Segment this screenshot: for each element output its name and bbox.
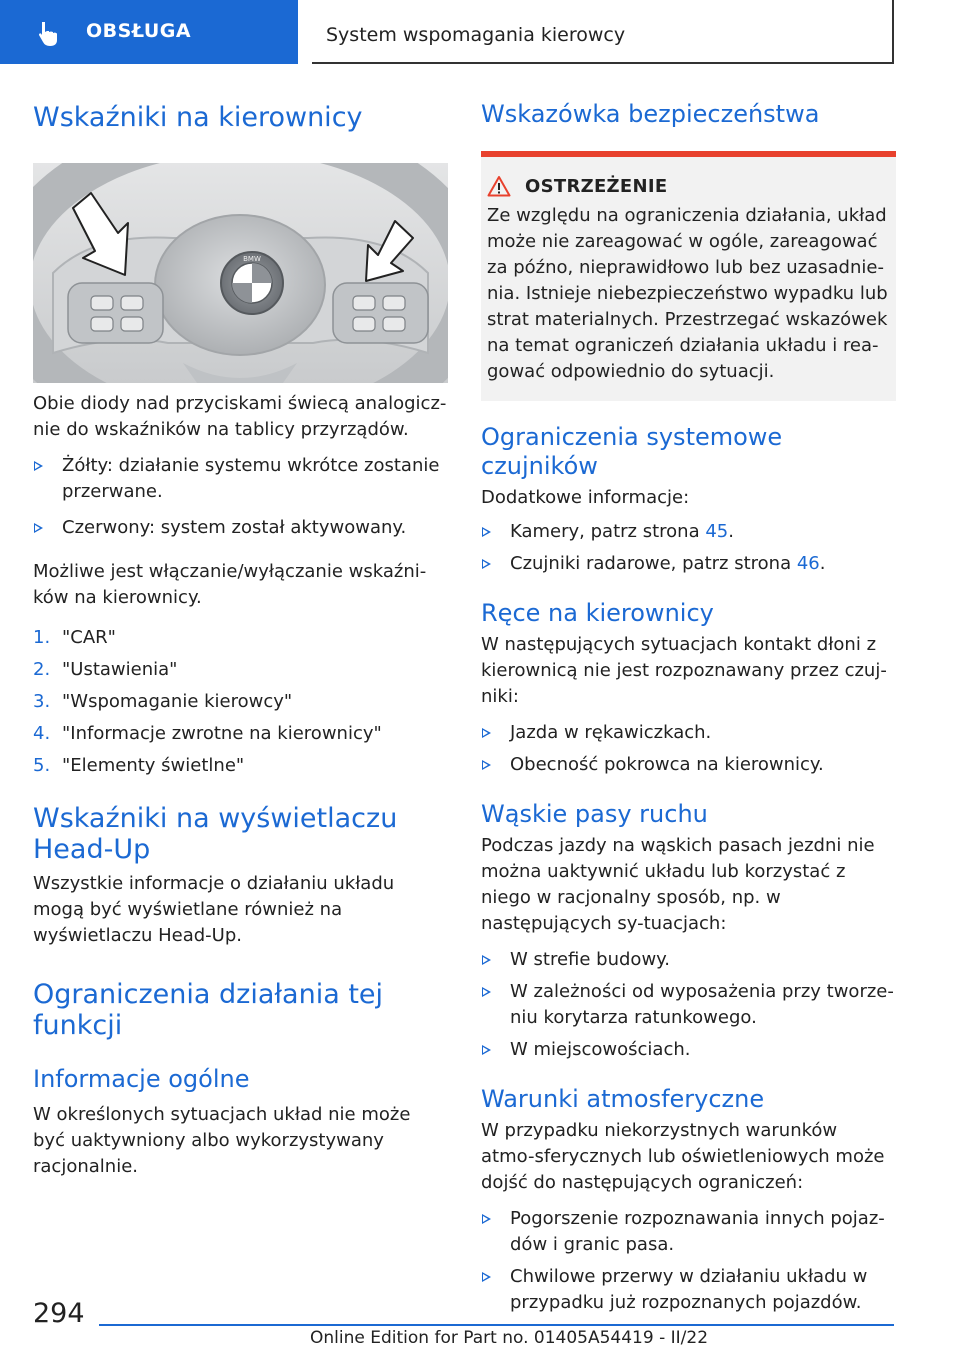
list-item: W miejscowościach.: [481, 1037, 896, 1063]
bullet-list-led-colors: [33, 453, 448, 541]
list-item: Pogorszenie rozpoznawania innych pojaz-dów i granic pasa.: [481, 1206, 896, 1258]
edition-info: Online Edition for Part no. 01405A54419 - II/22: [310, 1328, 709, 1348]
bullet-triangle-icon: [482, 1045, 491, 1055]
paragraph-additional-info: Dodatkowe informacje:: [481, 487, 690, 508]
heading-steering-indicators: Wskaźniki na kierownicy: [33, 102, 363, 133]
left-button-cluster: [68, 283, 163, 343]
bullet-triangle-icon: [482, 760, 491, 770]
page-link-cameras[interactable]: 45: [705, 521, 729, 542]
heading-head-up: Wskaźniki na wyświetlaczu Head-Up: [33, 803, 398, 865]
bullet-triangle-icon: [34, 523, 43, 533]
list-item: W zależności od wyposażenia przy tworze-niu korytarza ratunkowego.: [481, 979, 896, 1031]
list-item: Czujniki radarowe, patrz strona 46.: [481, 551, 896, 577]
chapter-title-box: [312, 0, 894, 64]
bullet-triangle-icon: [482, 1214, 491, 1224]
left-column: [33, 96, 448, 1180]
list-item: Jazda w rękawiczkach.: [481, 720, 896, 746]
right-column: [481, 96, 896, 1316]
bmw-logo: [221, 252, 283, 314]
paragraph-weather: W przypadku niekorzystnych warunków atmo-sferycznych lub oświetleniowych może dojść do następujących ograniczeń:: [481, 1120, 885, 1193]
heading-safety: Wskazówka bezpieczeństwa: [481, 100, 820, 128]
paragraph-hands-on-wheel: W następujących sytuacjach kontakt dłoni z kierownicą nie jest rozpoznawany przez czuj-niki:: [481, 634, 887, 707]
step-item: 4. "Informacje zwrotne na kierownicy": [33, 723, 382, 744]
paragraph-general-info: W określonych sytuacjach układ nie może być uaktywniony albo wykorzystywany racjonalnie.: [33, 1104, 411, 1177]
section-tab: [0, 0, 298, 64]
list-item: Czerwony: system został aktywowany.: [33, 515, 448, 541]
heading-weather: Warunki atmosferyczne: [481, 1085, 765, 1113]
paragraph-narrow-lanes: Podczas jazdy na wąskich pasach jezdni nie można uaktywnić układu lub korzystać z niego w racjonalny sposób, np. w następujących sy-tuacjach:: [481, 835, 875, 934]
page-footer: [0, 1290, 960, 1362]
bullet-triangle-icon: [34, 461, 43, 471]
warning-text: Ze względu na ograniczenia działania, układ może nie zareagować w ogóle, zareagować za późno, nieprawidłowo lub bez uzasadnie-nia. Istnieje niebezpieczeństwo wypadku lub strat materialnych. Przestrzegać wskazówek na temat ograniczeń działania układu i rea-gować odpowiednio do sytuacji.: [487, 205, 888, 382]
list-item: Żółty: działanie systemu wkrótce zostanie przerwane.: [33, 453, 448, 505]
page-link-radar[interactable]: 46: [796, 553, 820, 574]
heading-narrow-lanes: Wąskie pasy ruchu: [481, 800, 708, 828]
bullet-triangle-icon: [482, 559, 491, 569]
bullet-list-hands: [481, 720, 896, 778]
numbered-steps: [33, 625, 448, 779]
bullet-triangle-icon: [482, 987, 491, 997]
bullet-triangle-icon: [482, 728, 491, 738]
bullet-list-lanes: [481, 947, 896, 1063]
footer-divider: [99, 1324, 894, 1326]
svg-text:BMW: BMW: [243, 255, 261, 263]
heading-general-info: Informacje ogólne: [33, 1065, 250, 1093]
section-tab-label: OBSŁUGA: [86, 20, 192, 42]
paragraph-head-up: Wszystkie informacje o działaniu układu mogą być wyświetlane również na wyświetlaczu Head-Up.: [33, 873, 395, 946]
heading-sensor-limits: Ograniczenia systemowe czujników: [481, 423, 783, 480]
page-number: 294: [33, 1298, 85, 1329]
right-button-cluster: [333, 283, 428, 343]
bullet-triangle-icon: [482, 527, 491, 537]
warning-box: [481, 151, 896, 401]
list-item: Chwilowe przerwy w działaniu układu w przypadku już rozpoznanych pojazdów.: [481, 1264, 896, 1316]
bullet-triangle-icon: [482, 1272, 491, 1282]
bullet-list-sensors: [481, 519, 896, 577]
bullet-triangle-icon: [482, 955, 491, 965]
list-item: Kamery, patrz strona 45.: [481, 519, 896, 545]
warning-header: [487, 175, 890, 197]
chapter-title: System wspomagania kierowcy: [326, 24, 626, 46]
pointing-hand-icon: [36, 20, 64, 48]
paragraph-toggle: Możliwe jest włączanie/wyłączanie wskaźni-ków na kierownicy.: [33, 561, 427, 608]
warning-title: OSTRZEŻENIE: [525, 175, 668, 197]
paragraph-leds: Obie diody nad przyciskami świecą analogicz-nie do wskaźników na tablicy przyrządów.: [33, 393, 447, 440]
steering-wheel-figure: [33, 163, 448, 383]
step-item: 5. "Elementy świetlne": [33, 755, 245, 776]
list-item: W strefie budowy.: [481, 947, 896, 973]
heading-hands-on-wheel: Ręce na kierownicy: [481, 599, 714, 627]
warning-triangle-icon: [487, 175, 511, 197]
list-item: Obecność pokrowca na kierownicy.: [481, 752, 896, 778]
step-item: 1. "CAR": [33, 627, 116, 648]
page-header: [0, 0, 960, 66]
steering-wheel-illustration: [33, 163, 448, 383]
heading-function-limits: Ograniczenia działania tej funkcji: [33, 979, 384, 1041]
step-item: 3. "Wspomaganie kierowcy": [33, 691, 293, 712]
step-item: 2. "Ustawienia": [33, 659, 178, 680]
